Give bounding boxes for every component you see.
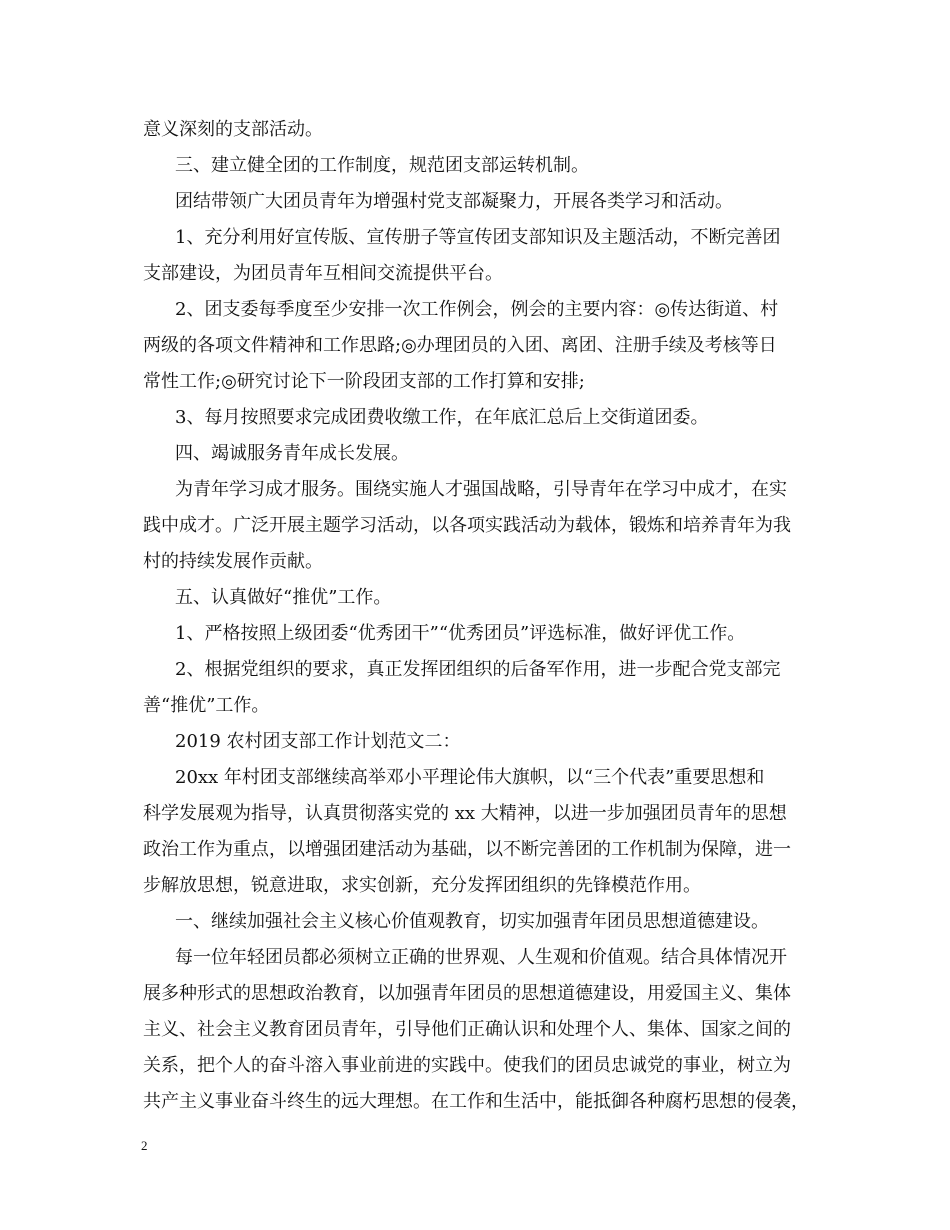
text-line: 2、团支委每季度至少安排一次工作例会，例会的主要内容：◎传达街道、村 (175, 299, 779, 320)
text-line: 3、每月按照要求完成团费收缴工作，在年底汇总后上交街道团委。 (175, 407, 709, 428)
text-line: 1、充分利用好宣传版、宣传册子等宣传团支部知识及主题活动，不断完善团 (175, 227, 781, 248)
text-line: 政治工作为重点，以增强团建活动为基础，以不断完善团的工作机制为保障，进一 (143, 839, 791, 860)
text-line: 为青年学习成才服务。围绕实施人才强国战略，引导青年在学习中成才，在实 (175, 479, 787, 500)
text-line: 践中成才。广泛开展主题学习活动，以各项实践活动为载体，锻炼和培养青年为我 (143, 515, 791, 536)
text-line: 两级的各项文件精神和工作思路;◎办理团员的入团、离团、注册手续及考核等日 (143, 335, 777, 356)
text-line: 步解放思想，锐意进取，求实创新，充分发挥团组织的先锋模范作用。 (143, 875, 701, 896)
text-line: 展多种形式的思想政治教育，以加强青年团员的思想道德建设，用爱国主义、集体 (143, 983, 791, 1004)
text-line: 20xx 年村团支部继续高举邓小平理论伟大旗帜，以“三个代表”重要思想和 (175, 767, 765, 788)
page-number: 2 (141, 1138, 148, 1153)
section-heading: 2019 农村团支部工作计划范文二： (175, 731, 461, 752)
section-heading: 三、建立健全团的工作制度，规范团支部运转机制。 (175, 155, 589, 176)
text-line: 村的持续发展作贡献。 (143, 551, 323, 572)
text-line: 常性工作;◎研究讨论下一阶段团支部的工作打算和安排; (143, 371, 585, 392)
text-line: 2、根据党组织的要求，真正发挥团组织的后备军作用，进一步配合党支部完 (175, 659, 781, 680)
text-line: 支部建设，为团员青年互相间交流提供平台。 (143, 263, 503, 284)
text-line: 团结带领广大团员青年为增强村党支部凝聚力，开展各类学习和活动。 (175, 191, 733, 212)
section-heading: 一、继续加强社会主义核心价值观教育，切实加强青年团员思想道德建设。 (175, 911, 769, 932)
section-heading: 五、认真做好“推优”工作。 (175, 587, 392, 608)
text-line: 善“推优”工作。 (143, 695, 270, 716)
text-line: 意义深刻的支部活动。 (143, 119, 323, 140)
text-line: 共产主义事业奋斗终生的远大理想。在工作和生活中，能抵御各种腐朽思想的侵袭， (143, 1091, 809, 1112)
text-line: 1、严格按照上级团委“优秀团干”“优秀团员”评选标准，做好评优工作。 (175, 623, 746, 644)
section-heading: 四、竭诚服务青年成长发展。 (175, 443, 409, 464)
text-line: 科学发展观为指导，认真贯彻落实党的 xx 大精神，以进一步加强团员青年的思想 (143, 803, 787, 824)
text-line: 每一位年轻团员都必须树立正确的世界观、人生观和价值观。结合具体情况开 (175, 947, 787, 968)
text-line: 主义、社会主义教育团员青年，引导他们正确认识和处理个人、集体、国家之间的 (143, 1019, 791, 1040)
text-line: 关系，把个人的奋斗溶入事业前进的实践中。使我们的团员忠诚党的事业，树立为 (143, 1055, 791, 1076)
